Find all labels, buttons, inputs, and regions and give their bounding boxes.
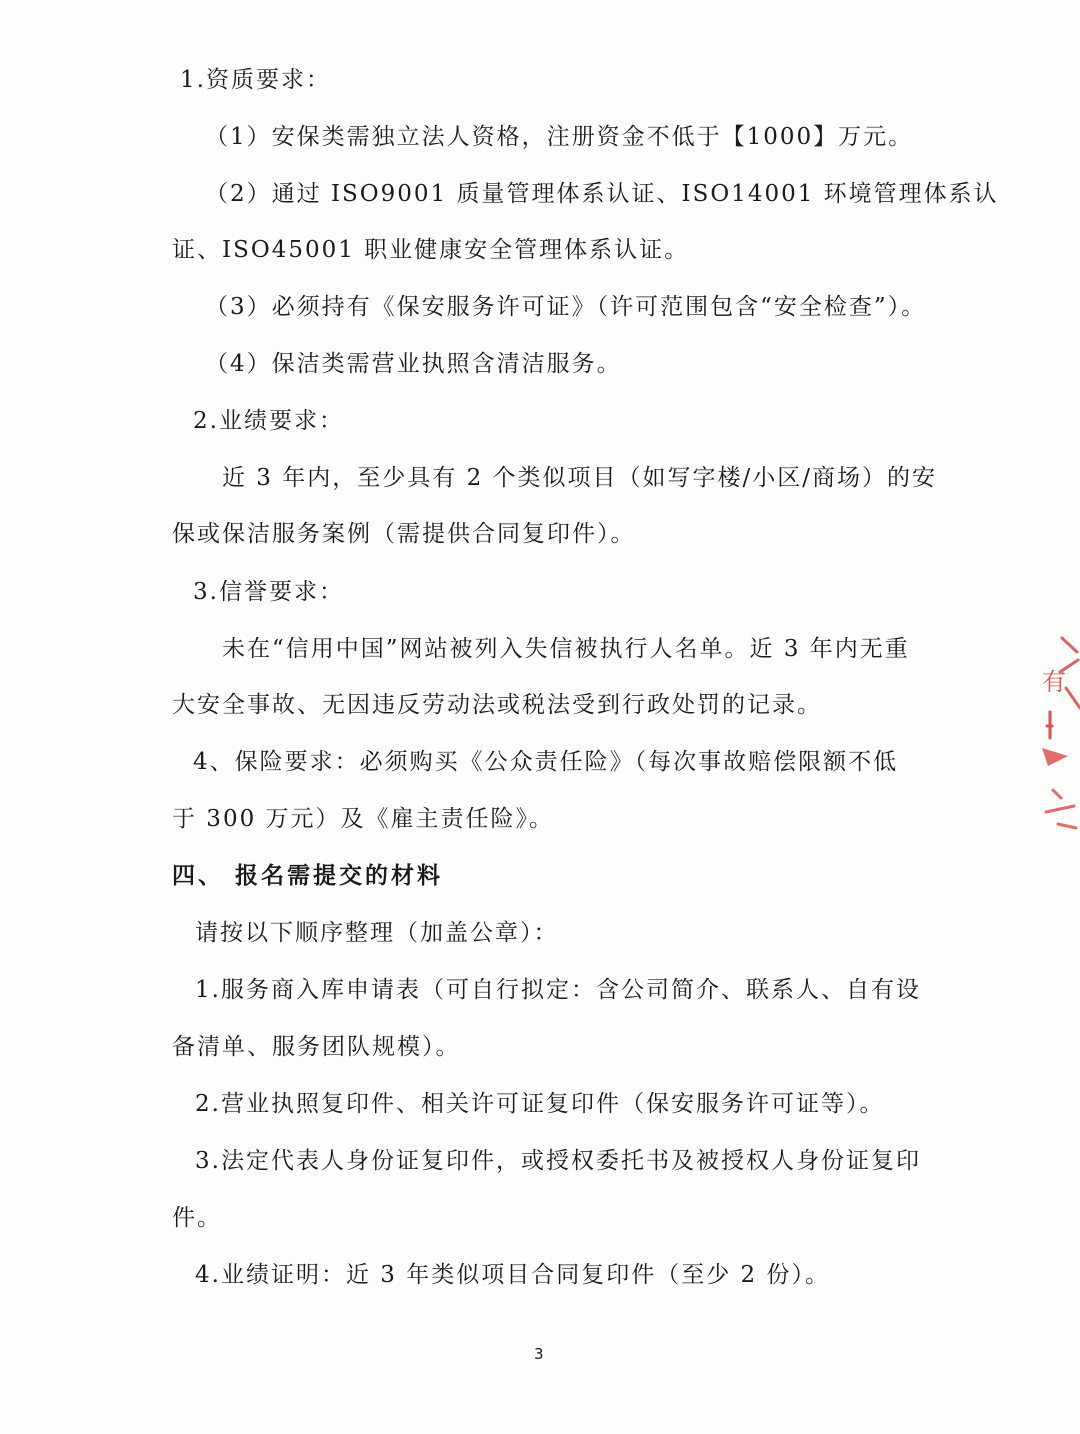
materials-item-3-line-1: 3.法定代表人身份证复印件，或授权委托书及被授权人身份证复印 xyxy=(195,1148,921,1174)
performance-text-line-2: 保或保洁服务案例（需提供合同复印件）。 xyxy=(172,521,636,547)
qualification-item-2-line-1: （2）通过 ISO9001 质量管理体系认证、ISO14001 环境管理体系认 xyxy=(205,181,999,207)
materials-item-1-line-2: 备清单、服务团队规模）。 xyxy=(172,1034,461,1060)
svg-text:有: 有 xyxy=(1042,668,1066,696)
materials-section-heading: 四、 报名需提交的材料 xyxy=(172,862,444,889)
materials-intro: 请按以下顺序整理（加盖公章）： xyxy=(195,920,559,946)
page-number: 3 xyxy=(534,1345,544,1363)
red-seal-stamp xyxy=(1030,630,1080,860)
materials-item-4: 4.业绩证明：近 3 年类似项目合同复印件（至少 2 份）。 xyxy=(195,1262,830,1288)
insurance-text-line-2: 于 300 万元）及《雇主责任险》。 xyxy=(172,806,555,832)
credit-text-line-1: 未在“信用中国”网站被列入失信被执行人名单。近 3 年内无重 xyxy=(222,636,910,662)
performance-text-line-1: 近 3 年内，至少具有 2 个类似项目（如写字楼/小区/商场）的安 xyxy=(222,465,938,491)
qualification-heading: 1.资质要求： xyxy=(180,67,331,93)
insurance-text-line-1: 4、保险要求：必须购买《公众责任险》（每次事故赔偿限额不低 xyxy=(193,749,899,775)
materials-item-2: 2.营业执照复印件、相关许可证复印件（保安服务许可证等）。 xyxy=(195,1091,885,1117)
qualification-item-2-line-2: 证、ISO45001 职业健康安全管理体系认证。 xyxy=(172,237,690,263)
materials-item-1-line-1: 1.服务商入库申请表（可自行拟定：含公司简介、联系人、自有设 xyxy=(195,977,921,1003)
credit-text-line-2: 大安全事故、无因违反劳动法或税法受到行政处罚的记录。 xyxy=(172,692,822,718)
performance-heading: 2.业绩要求： xyxy=(193,408,344,434)
materials-item-3-line-2: 件。 xyxy=(172,1205,222,1231)
credit-heading: 3.信誉要求： xyxy=(193,579,344,605)
qualification-item-4: （4）保洁类需营业执照含清洁服务。 xyxy=(205,351,622,377)
qualification-item-3: （3）必须持有《保安服务许可证》（许可范围包含“安全检查”）。 xyxy=(205,294,927,320)
qualification-item-1: （1）安保类需独立法人资格，注册资金不低于【1000】万元。 xyxy=(205,124,914,150)
